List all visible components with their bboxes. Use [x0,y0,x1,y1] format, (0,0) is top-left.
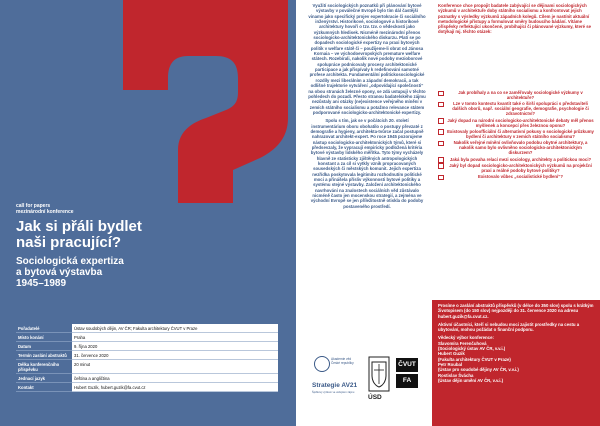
subtitle-line: a bytová výstavba [16,267,103,278]
list-item [438,118,594,128]
paragraph: Spolu s tím, jak se v počátcích 20. století instrumentárium oboru obohatilo o postupy převzaté z demografie a hygieny, architekta-tvůrce začal postupně nahrazovat architekt-expert. Po roce 1945 pozorujeme nástup sociologicko-architektonických týmů, které si předsevzaly, že vypracují empiricky podložená kritéria bytové výstavby lidského měřítka. Tyto týmy vycházely hlavně ze statisticky zjištěných antropologických konstant a za cíl si vytkly vznik propracovaných sousedských či městských komunit. Jejich expertiza nezřídka poskytovala legitimitu rozhodnutím politické moci a přinášela přísliv výkonnosti bytové politiky a systému stejné výstavby. Založení architektonického navrhování na znalostech sociálních věd zůstávalo nicméně často jen mocenskou strategií, a zejména ve východní Evropě se jen příležitostně otiskla do podoby postaveného prostředí. [310,118,424,209]
av-circle-icon [314,356,330,372]
info-label: Jednací jazyk [16,374,72,383]
table-row [16,374,278,383]
checkbox-icon [438,141,444,147]
selection-text: Aktivní účastníci, kteří si nebudou moci zajistit prostředky na cestu a ubytování, mohou požádat o finanční podporu. [438,321,580,333]
cfp-line: call for papers [16,203,51,209]
checkbox-icon [438,91,444,97]
question-text: Jaký byl dopad sociologicko-architektonických výzkumů na projekční praxi a reálné podoby bytové politiky? [449,162,592,173]
info-value: Ústav soudobých dějin, AV ČR; Fakulta architektury ČVUT v Praze [72,324,278,333]
info-value: 9. října 2020 [72,342,278,351]
info-value: 20 minut [72,360,278,374]
info-label: Termín zaslání abstraktů [16,351,72,360]
info-label: Datum [16,342,72,351]
list-item [438,101,594,116]
description-text [308,3,426,212]
question-text: Jak probíhaly a na co se zaměřovaly sociologické výzkumy v architektuře? [458,90,583,101]
question-mark-graphic [118,0,288,215]
list-item [438,90,594,100]
info-label: Délka konferenčního příspěvku [16,360,72,374]
conference-type: mezinárodní konference [16,209,74,215]
question-text: Existovaly poloofficiální či alternativní pokusy o sociologické průzkumy bydlení či architektury v zemích státního socialismu? [447,128,594,140]
cvut-fa-logo [396,358,424,410]
page-title [16,219,284,251]
committee-line: (Fakulta architektury ČVUT v Praze) [438,356,511,362]
list-item [438,163,594,173]
table-row [16,351,278,360]
usd-logo [366,354,392,410]
cvut-label: ČVUT [396,358,418,372]
committee-line: (Ústav pro soudobé dějiny AV ČR, v.v.i.) [438,367,519,373]
strategy-sub: Špičkový výzkum ve veřejném zájmu [312,391,355,394]
left-panel [0,0,296,426]
info-label: Kontakt [16,383,72,392]
fa-label: FA [396,374,418,388]
list-item [438,157,594,162]
info-value: čeština a angličtina [72,374,278,383]
usd-emblem-icon [368,356,390,392]
checkbox-icon [438,129,444,135]
committee-line: Rostislav Švácha [438,372,474,378]
paragraph: Využití sociologických poznatků při plánování bytové výstavby v poválečné Evropě bylo tím dál častější vinamo jako specifický projev expertokracie či sociálního inženýrství. Historikové, sociologové a historikové architektury hovoří o tzv. tzv. o vědeckosti jako výzkumných hledisek. Nicméně mezinárodní přenos sociologicko-architektonického diskurzu. Platí se po dopadech sociologické expertizy na praxi bytových politik v welfare státě či – použijeme-li obrat od Jánosa Kornaia – ve východoevropských premature welfare státech. Rozebírali, nakolik nové podoby mezioborové spolupráce podnícovaly procesy architektonické participace a jak přispívaly k redefinování samotné profese architekta. Fundamentální politickosociologické rozdíly mezi liberálním a západní demokracii, a tak odlišné trajektorie vytváření „odpovídající společnosti“ na obou stranách železné opony, se zdá ustupují v těchto pohledech do pozadí. Přesto stranou badatelského zájmu nezůstaly ani otázky (ne)existence veřejného mínění v zemích státního socialismu a potažmo relevance státem podporované sociologicko-architektonické expertizy. [308,3,426,115]
committee-line: Petr Roubal [438,361,463,367]
av-name: Akademie věd České republiky [331,357,354,365]
question-text: Nakolik veřejné mínění ovlivňovalo podobu obytné architektury, a nakolik samo bylo ovlivněno sociologicko-architektonickým diskurzem? [453,140,588,156]
checkbox-icon [438,163,444,169]
av-cr-logo [312,354,358,410]
checkbox-icon [438,175,444,181]
committee-line: Hubert Guzik [438,351,465,357]
committee-line: (Ústav dějin umění AV ČR, v.v.i.) [438,377,504,383]
subtitle [16,256,284,289]
info-value: Praha [72,333,278,342]
info-label: Místo konání [16,333,72,342]
call-for-papers-label [16,203,74,215]
submission-text-block [438,303,594,383]
question-text: Lze v tomto kontextu kvantit také o širší spolupráci s představiteli dalších oborů, např. sociální geografie, demografie, psychologie či zdravotnictví? [452,101,589,117]
submission-text: Prosíme o zaslání abstraktů příspěvků (v délce do 350 slov) spolu s krátkým životopisem (do 150 slov) nejpozději do 31. července 2020 na adresu hubert.guzik@fa.cvut.cz. [438,303,594,319]
table-row [16,333,278,342]
title-line-2: naši pracující? [16,234,122,251]
subtitle-line: Sociologická expertiza [16,256,124,267]
committee-line: Slavomíra Ferenčuhová [438,340,487,346]
subtitle-line: 1945–1989 [16,278,67,289]
table-row [16,324,278,333]
right-column [432,0,600,426]
list-item [438,174,594,179]
info-value: 31. července 2020 [72,351,278,360]
question-text: Jaká byla povaha relací mezi sociology, architekty a politickou moci? [449,156,592,162]
logo-strip [302,354,428,414]
list-item [438,129,594,139]
list-item [438,140,594,155]
info-value: Hubert Guzik, hubert.guzik@fa.cvut.cz [72,383,278,392]
intro-text: Konference chce propojit badatele zabývající se dějinami sociologických výzkumů v architektuře doby státního socialismu a konfrontovat jejich poznatky s výsledky výzkumů západních kolegů. Cílem je nastínit aktuální metodologické přístupy a formulovat směry budoucího bádání. Vítáme příspěvky reflektující ukončené, probíhající či plánované výzkumy, které se dotýkají mj. těchto otázek: [438,3,591,35]
middle-column [300,0,428,426]
table-row [16,383,278,392]
table-row [16,342,278,351]
committee-title: Vědecký výbor konference: [438,335,494,341]
question-list [438,90,594,180]
checkbox-icon [438,157,444,163]
submission-box [432,300,600,426]
table-row [16,360,278,374]
info-table [16,324,278,392]
info-label: Pořadatelé [16,324,72,333]
question-text: Existovalo vůbec „socialistické bydlení“? [477,174,563,180]
title-line-1: Jak si přáli bydlet [16,218,142,235]
committee-line: (Sociologický ústav AV ČR, v.v.i.) [438,346,506,352]
question-text: Jaký dopad na národní sociologicko-architektonické debaty měl přenos myšlenek a koncepcí přes železnou oponu? [447,117,594,128]
checkbox-icon [438,118,444,124]
checkbox-icon [438,102,444,108]
strategy-label: Strategie AV21 [312,382,358,389]
usd-label: ÚSD [368,394,382,401]
